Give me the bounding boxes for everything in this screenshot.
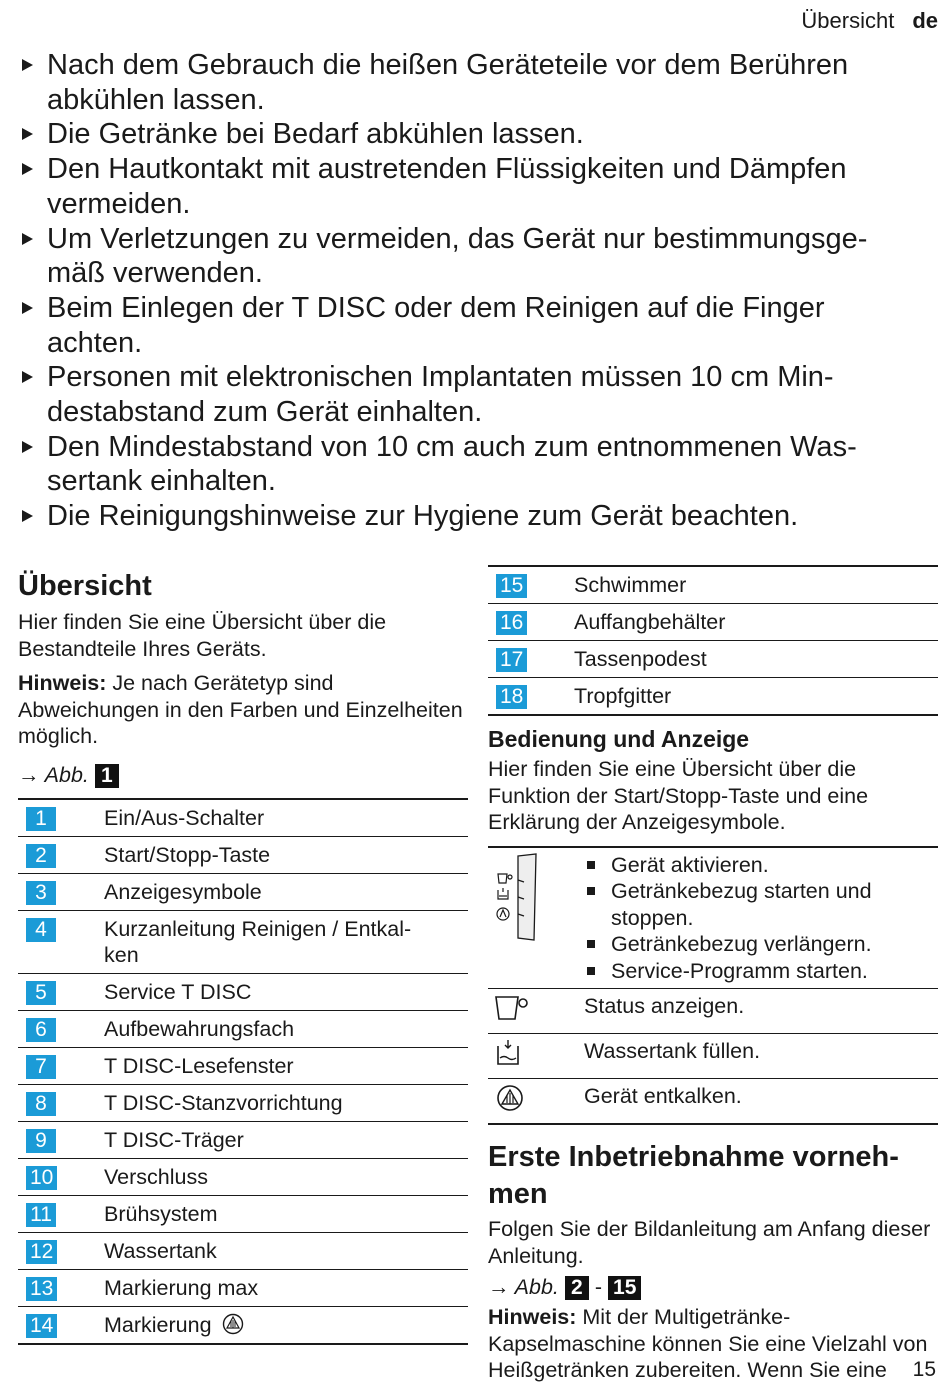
part-label: Brühsystem — [104, 1195, 468, 1232]
table-row — [488, 847, 938, 989]
part-label: Tassenpodest — [574, 641, 938, 678]
part-number: 3 — [26, 881, 56, 905]
first-use-heading: Erste Inbetriebnahme vorneh-men — [488, 1141, 899, 1210]
triangle-icon — [22, 128, 33, 140]
figure-number: 2 — [565, 1276, 589, 1300]
table-row — [18, 873, 468, 910]
header-language: de — [912, 8, 938, 33]
overview-heading: Übersicht — [18, 570, 152, 602]
part-label: Start/Stopp-Taste — [104, 836, 468, 873]
part-number: 9 — [26, 1129, 56, 1153]
list-item: Getränkebezug starten und stoppen. — [584, 878, 938, 931]
controls-heading: Bedienung und Anzeige — [488, 726, 750, 752]
bullet-item: Den Mindestabstand von 10 cm auch zum entnommenen Was-sertank einhalten. — [18, 430, 923, 499]
part-number: 1 — [26, 807, 56, 831]
table-row — [488, 604, 938, 641]
controls-table — [488, 846, 938, 1126]
overview-note: Hinweis: Je nach Gerätetyp sind Abweichungen in den Farben und Einzelheiten möglich. — [18, 671, 463, 748]
part-label: T DISC-Stanzvorrichtung — [104, 1084, 468, 1121]
part-number: 12 — [26, 1240, 57, 1264]
table-row — [488, 641, 938, 678]
right-column — [488, 565, 938, 1384]
part-number: 5 — [26, 981, 56, 1005]
part-number: 15 — [496, 574, 527, 598]
triangle-icon — [22, 371, 33, 383]
table-row — [488, 1079, 938, 1125]
part-number: 11 — [26, 1203, 56, 1227]
part-label: T DISC-Träger — [104, 1121, 468, 1158]
list-item: Getränkebezug verlängern. — [584, 931, 938, 958]
triangle-icon — [22, 510, 33, 522]
part-label: Service T DISC — [104, 973, 468, 1010]
bullet-item: Die Reinigungshinweise zur Hygiene zum Gerät beachten. — [18, 499, 923, 534]
part-number: 6 — [26, 1018, 56, 1042]
triangle-icon — [22, 302, 33, 314]
table-row — [18, 1010, 468, 1047]
descale-icon — [222, 1313, 244, 1335]
table-row — [18, 1121, 468, 1158]
table-row — [18, 1158, 468, 1195]
symbol-description: Gerät entkalken. — [584, 1079, 938, 1125]
running-header — [801, 8, 938, 34]
overview-intro: Hier finden Sie eine Übersicht über die Bestandteile Ihres Geräts. — [18, 610, 387, 661]
table-row — [488, 566, 938, 604]
part-number: 13 — [26, 1277, 57, 1301]
part-number: 7 — [26, 1055, 56, 1079]
triangle-icon — [22, 441, 33, 453]
table-row — [18, 1306, 468, 1344]
part-label: Tropfgitter — [574, 678, 938, 716]
part-label: Ein/Aus-Schalter — [104, 799, 468, 837]
page-number: 15 — [912, 1358, 936, 1381]
part-label: Schwimmer — [574, 566, 938, 604]
first-use-note: Hinweis: Mit der Multigetränke-Kapselmaschine können Sie eine Vielzahl von Heißgetränken zubereiten. Wenn Sie eine — [488, 1305, 928, 1382]
parts-table-continued — [488, 565, 938, 716]
table-row — [488, 678, 938, 716]
figure-number: 1 — [95, 764, 119, 788]
triangle-icon — [22, 163, 33, 175]
parts-table — [18, 798, 468, 1345]
symbol-description: Wassertank füllen. — [584, 1034, 938, 1079]
part-number: 2 — [26, 844, 56, 868]
button-function-list — [584, 852, 938, 985]
part-number: 18 — [496, 685, 527, 709]
table-row — [488, 989, 938, 1034]
controls-intro: Hier finden Sie eine Übersicht über die Funktion der Start/Stopp-Taste und eine Erklärung der Anzeigesymbole. — [488, 757, 869, 834]
table-row — [18, 910, 468, 973]
triangle-icon — [22, 59, 33, 71]
figure-reference: → Abb. 1 — [18, 762, 468, 788]
first-use-intro: Folgen Sie der Bildanleitung am Anfang dieser Anleitung. — [488, 1217, 931, 1268]
descale-icon — [488, 1083, 532, 1113]
triangle-icon — [22, 233, 33, 245]
part-label: Markierung max — [104, 1269, 468, 1306]
figure-number: 15 — [608, 1276, 641, 1300]
part-label-with-icon: Markierung — [104, 1306, 468, 1344]
overview-column — [18, 568, 468, 1345]
water-tank-icon — [488, 1038, 532, 1068]
part-number: 8 — [26, 1092, 56, 1116]
bullet-item: Beim Einlegen der T DISC oder dem Reinigen auf die Finger achten. — [18, 291, 923, 360]
table-row — [488, 1034, 938, 1079]
part-label: Aufbewahrungsfach — [104, 1010, 468, 1047]
list-item: Service-Programm starten. — [584, 958, 938, 985]
part-label: Verschluss — [104, 1158, 468, 1195]
safety-bullet-list — [18, 48, 923, 534]
part-number: 10 — [26, 1166, 57, 1190]
bullet-item: Personen mit elektronischen Implantaten müssen 10 cm Min-destabstand zum Gerät einhalten. — [18, 360, 923, 429]
table-row — [18, 1269, 468, 1306]
table-row — [18, 799, 468, 837]
part-number: 16 — [496, 611, 527, 635]
part-label: Kurzanleitung Reinigen / Entkal-ken — [104, 910, 468, 973]
table-row — [18, 1232, 468, 1269]
control-panel-icon — [488, 852, 548, 944]
table-row — [18, 1047, 468, 1084]
part-label: T DISC-Lesefenster — [104, 1047, 468, 1084]
table-row — [18, 1195, 468, 1232]
cup-icon — [488, 993, 532, 1023]
symbol-description: Status anzeigen. — [584, 989, 938, 1034]
table-row — [18, 836, 468, 873]
part-label: Anzeigesymbole — [104, 873, 468, 910]
bullet-item: Die Getränke bei Bedarf abkühlen lassen. — [18, 117, 923, 152]
part-label: Auffangbehälter — [574, 604, 938, 641]
bullet-item: Den Hautkontakt mit austretenden Flüssigkeiten und Dämpfen vermeiden. — [18, 152, 923, 221]
table-row — [18, 1084, 468, 1121]
figure-reference: → Abb. 2 - 15 — [488, 1274, 938, 1300]
table-row — [18, 973, 468, 1010]
header-section: Übersicht — [801, 8, 895, 33]
part-number: 4 — [26, 918, 56, 942]
part-number: 17 — [496, 648, 527, 672]
list-item: Gerät aktivieren. — [584, 852, 938, 879]
part-label: Wassertank — [104, 1232, 468, 1269]
bullet-item: Um Verletzungen zu vermeiden, das Gerät nur bestimmungsge-mäß verwenden. — [18, 222, 923, 291]
bullet-item: Nach dem Gebrauch die heißen Geräteteile vor dem Berühren abkühlen lassen. — [18, 48, 923, 117]
part-number: 14 — [26, 1314, 57, 1338]
